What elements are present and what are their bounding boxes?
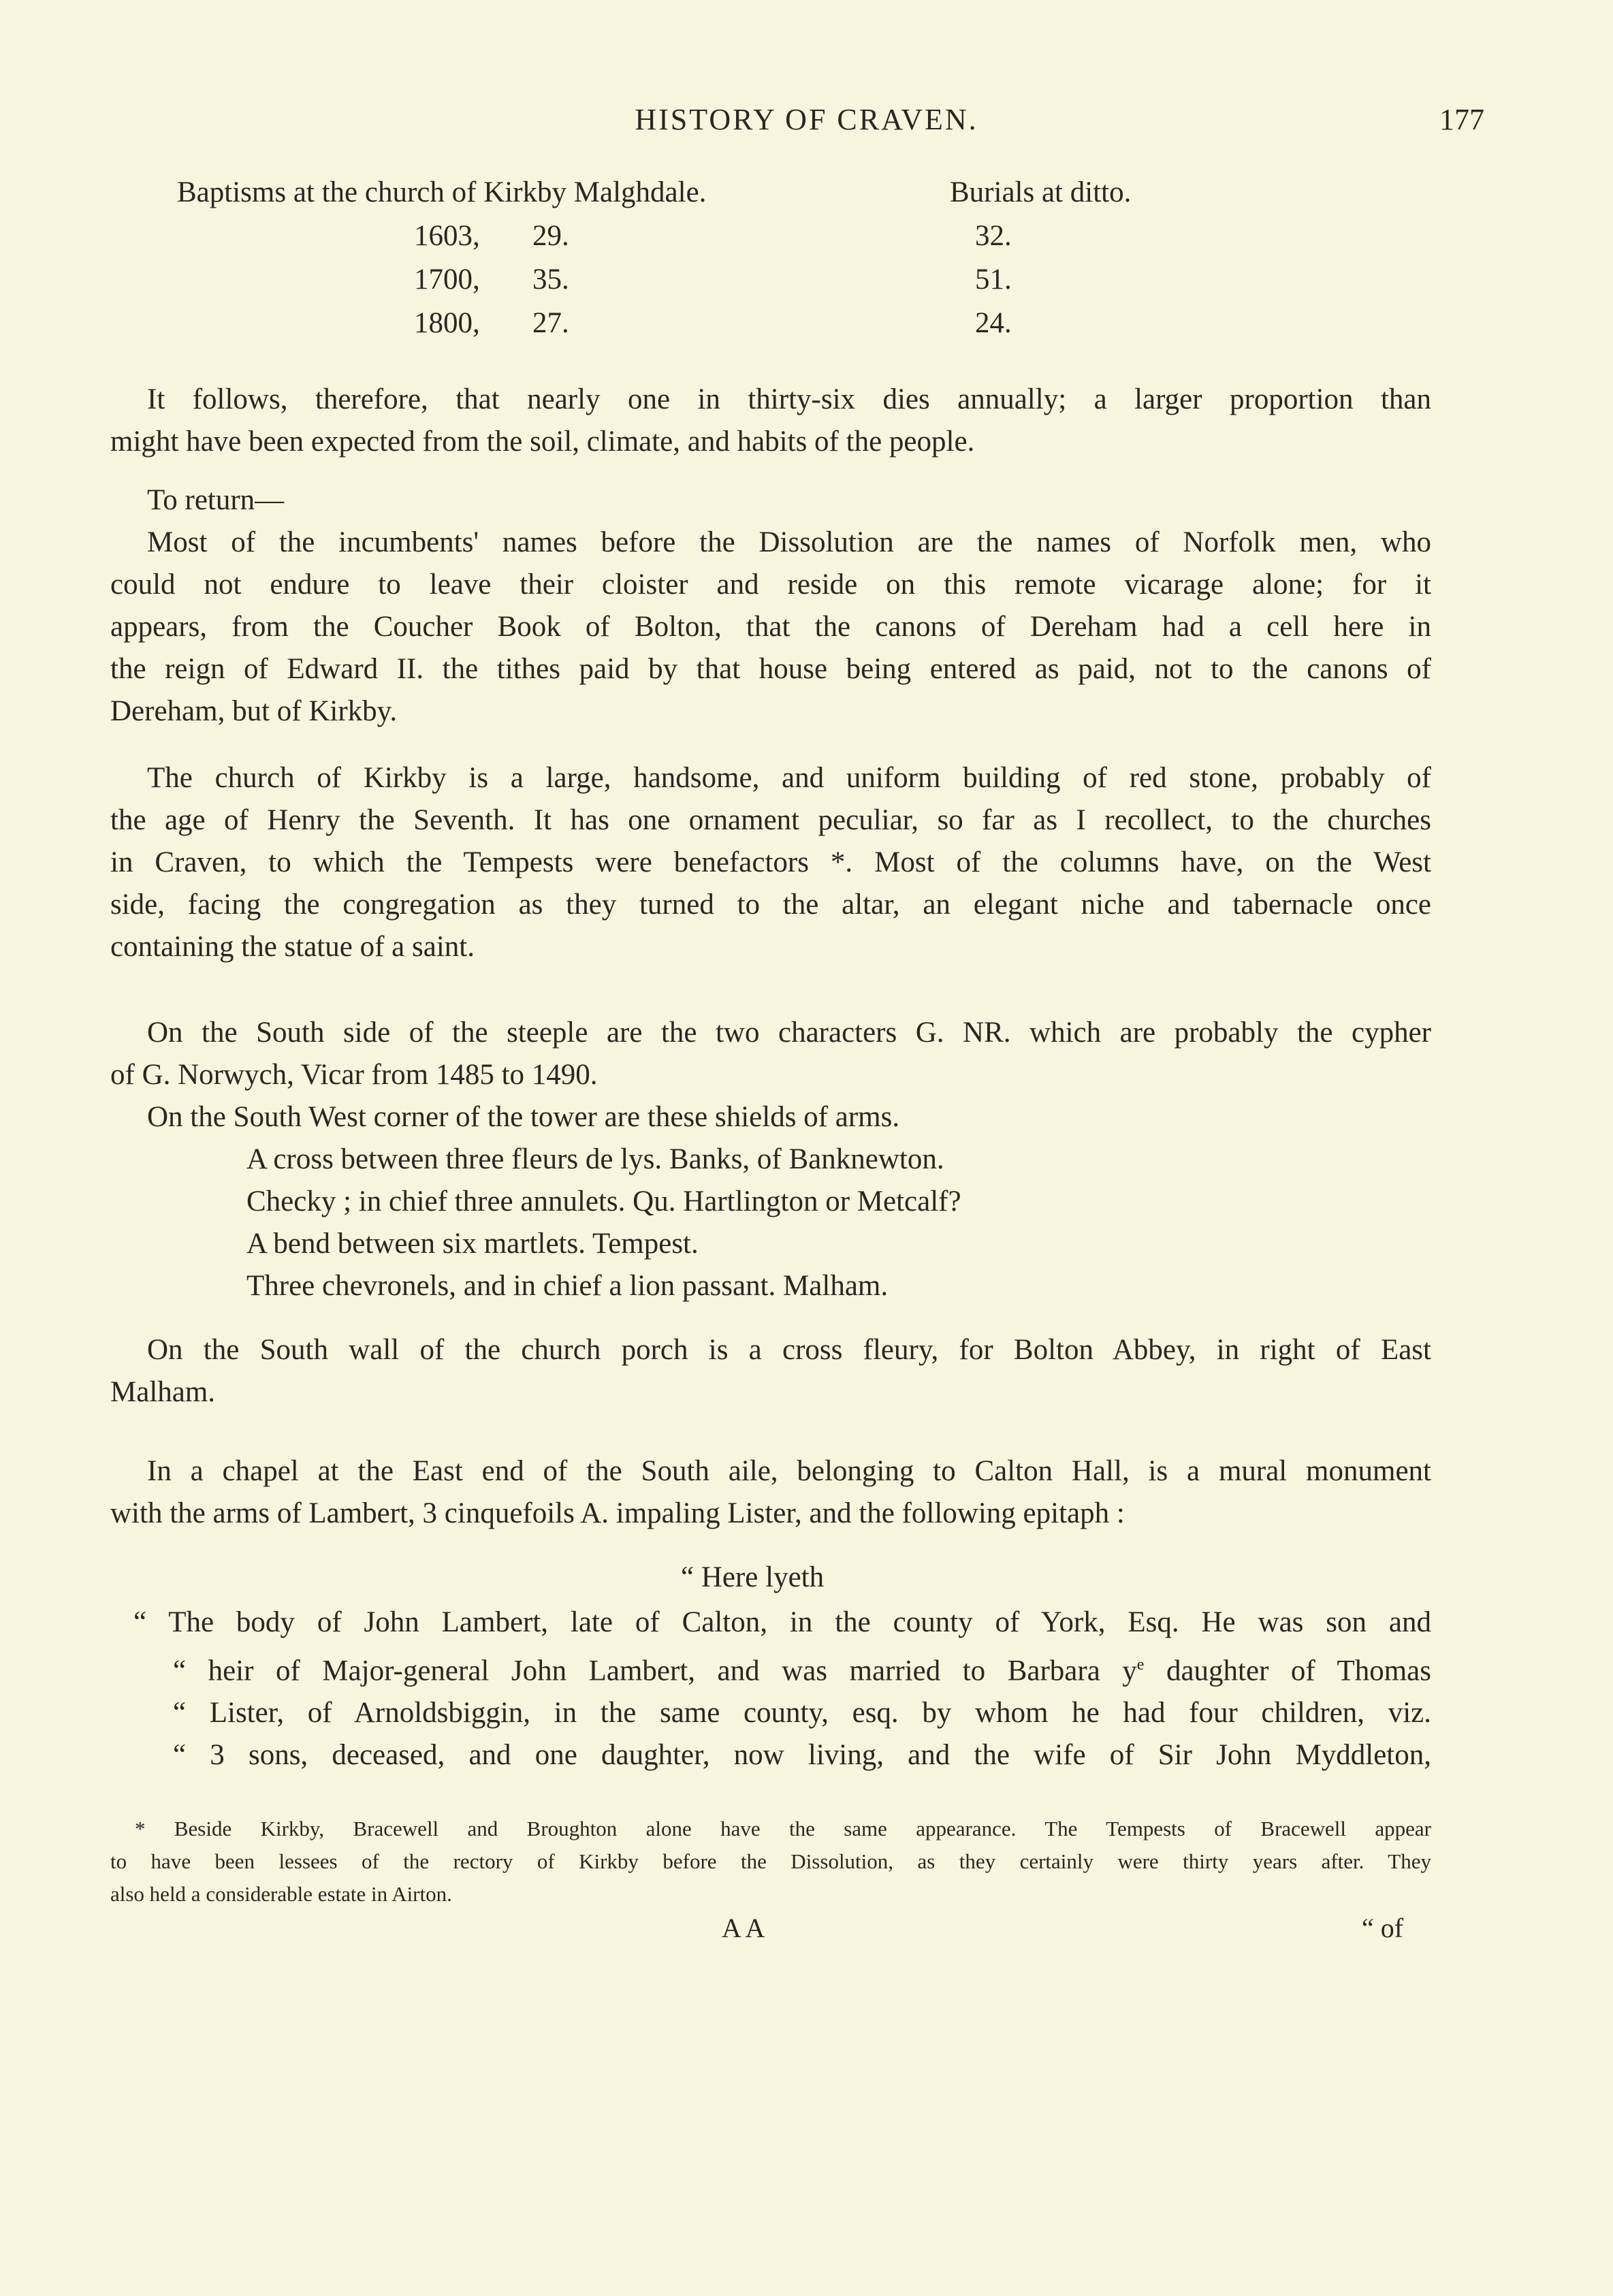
text-line: On the South West corner of the tower are these shields of arms. xyxy=(147,1101,900,1133)
epitaph-opening: “ Here lyeth xyxy=(681,1561,825,1593)
arms-item: A cross between three fleurs de lys. Banks, of Banknewton. xyxy=(246,1143,944,1175)
paragraph-incumbents xyxy=(110,479,1431,733)
text-line: side, facing the congregation as they turned to the altar, an elegant niche and tabernacle once xyxy=(110,889,1431,921)
running-header-title: HISTORY OF CRAVEN. xyxy=(635,103,978,136)
register-burials: 24. xyxy=(975,307,1012,339)
paragraph-steeple xyxy=(110,1012,1431,1138)
footnote-line: also held a considerable estate in Airton. xyxy=(110,1882,452,1906)
paragraph-monument xyxy=(110,1450,1431,1535)
epitaph-line-part: daughter of Thomas xyxy=(1144,1655,1432,1687)
text-line: the age of Henry the Seventh. It has one ornament peculiar, so far as I recollect, to the churches xyxy=(110,804,1431,836)
register-burials: 32. xyxy=(975,220,1012,252)
register-baptisms: 29. xyxy=(532,220,569,252)
register-baptisms: 27. xyxy=(532,307,569,339)
text-line: might have been expected from the soil, climate, and habits of the people. xyxy=(110,426,975,458)
register-baptisms: 35. xyxy=(532,264,569,296)
register-year: 1603, xyxy=(414,220,480,252)
catchword: “ of xyxy=(1362,1913,1404,1943)
arms-item: A bend between six martlets. Tempest. xyxy=(246,1228,699,1260)
text-line: To return— xyxy=(147,484,285,516)
text-line: On the South wall of the church porch is a cross fleury, for Bolton Abbey, in right of East xyxy=(147,1334,1431,1366)
register-year: 1800, xyxy=(414,307,480,339)
register-year: 1700, xyxy=(414,264,480,296)
page-number: 177 xyxy=(1439,103,1484,136)
arms-item: Checky ; in chief three annulets. Qu. Hartlington or Metcalf? xyxy=(246,1185,961,1217)
epitaph-line xyxy=(133,1644,1431,1692)
text-line: Dereham, but of Kirkby. xyxy=(110,695,398,727)
text-line: in Craven, to which the Tempests were benefactors *. Most of the columns have, on the West xyxy=(110,846,1431,878)
epitaph-body xyxy=(133,1601,1431,1776)
epitaph-line: “ 3 sons, deceased, and one daughter, now living, and the wife of Sir John Myddleton, xyxy=(173,1739,1431,1772)
text-line: appears, from the Coucher Book of Bolton, that the canons of Dereham had a cell here in xyxy=(110,611,1431,643)
text-line: Most of the incumbents' names before the Dissolution are the names of Norfolk men, who xyxy=(147,526,1431,558)
text-line: In a chapel at the East end of the South aile, belonging to Calton Hall, is a mural monument xyxy=(147,1455,1431,1487)
text-line: with the arms of Lambert, 3 cinquefoils A. impaling Lister, and the following epitaph : xyxy=(110,1497,1125,1529)
epitaph-line-part: “ heir of Major-general John Lambert, and was married to Barbara y xyxy=(173,1655,1137,1687)
text-line: containing the statue of a saint. xyxy=(110,931,475,963)
signature-mark: A A xyxy=(722,1913,765,1943)
footnote-line: to have been lessees of the rectory of Kirkby before the Dissolution, as they certainly were thirty years after. They xyxy=(110,1849,1431,1873)
arms-item: Three chevronels, and in chief a lion passant. Malham. xyxy=(246,1270,889,1302)
text-line: It follows, therefore, that nearly one in thirty-six dies annually; a larger proportion than xyxy=(147,383,1431,415)
register-burials: 51. xyxy=(975,264,1012,296)
paragraph-mortality xyxy=(110,379,1431,463)
text-line: of G. Norwych, Vicar from 1485 to 1490. xyxy=(110,1059,598,1091)
text-line: On the South side of the steeple are the two characters G. NR. which are probably the cypher xyxy=(147,1017,1431,1049)
text-line: the reign of Edward II. the tithes paid by that house being entered as paid, not to the canons of xyxy=(110,653,1431,685)
paragraph-porch xyxy=(110,1329,1431,1414)
footnote-line: * Beside Kirkby, Bracewell and Broughton alone have the same appearance. The Tempests of Bracewell appear xyxy=(135,1817,1431,1840)
text-line: The church of Kirkby is a large, handsome, and uniform building of red stone, probably of xyxy=(147,762,1431,794)
text-line: Malham. xyxy=(110,1376,216,1408)
baptisms-heading: Baptisms at the church of Kirkby Malghdale. xyxy=(177,176,707,208)
arms-list xyxy=(246,1138,1404,1307)
epitaph-line: “ Lister, of Arnoldsbiggin, in the same county, esq. by whom he had four children, viz. xyxy=(173,1697,1431,1729)
epitaph-line: “ The body of John Lambert, late of Calton, in the county of York, Esq. He was son and xyxy=(133,1606,1431,1638)
text-line: could not endure to leave their cloister and reside on this remote vicarage alone; for it xyxy=(110,569,1431,601)
footnote xyxy=(110,1813,1431,1911)
burials-heading: Burials at ditto. xyxy=(950,176,1132,208)
superscript: e xyxy=(1136,1656,1145,1674)
paragraph-church-description xyxy=(110,757,1431,968)
